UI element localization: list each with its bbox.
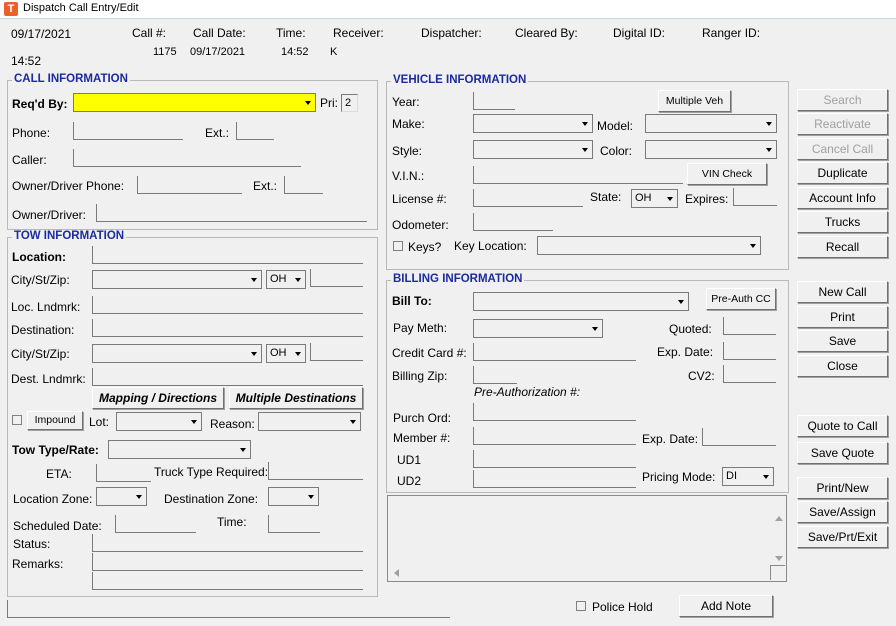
trucks-button[interactable]: Trucks xyxy=(797,211,888,233)
tow-type-label: Tow Type/Rate: xyxy=(12,443,99,457)
reason-label: Reason: xyxy=(210,417,255,431)
chevron-down-icon[interactable] xyxy=(763,115,776,132)
pri-label: Pri: xyxy=(320,96,338,110)
dest-state-value: OH xyxy=(270,347,287,359)
model-label: Model: xyxy=(597,119,634,133)
owner-phone-label: Owner/Driver Phone: xyxy=(12,179,125,193)
ranger-id-label: Ranger ID: xyxy=(702,26,761,40)
dest-state-select[interactable] xyxy=(266,344,306,363)
chevron-down-icon[interactable] xyxy=(579,141,592,158)
call-date-label: Call Date: xyxy=(193,26,246,40)
expires-label: Expires: xyxy=(685,192,729,206)
chevron-down-icon[interactable] xyxy=(305,488,318,505)
chevron-down-icon[interactable] xyxy=(188,413,201,430)
remarks-field-2[interactable] xyxy=(92,572,363,590)
chevron-down-icon[interactable] xyxy=(675,293,688,310)
destination-label: Destination: xyxy=(11,323,75,337)
truck-type-field[interactable] xyxy=(268,462,363,480)
bill-to-select[interactable] xyxy=(473,292,689,311)
digital-id-label: Digital ID: xyxy=(613,26,666,40)
destination-zone-label: Destination Zone: xyxy=(164,492,259,506)
duplicate-button[interactable]: Duplicate xyxy=(797,162,888,184)
owner-driver-label: Owner/Driver: xyxy=(12,208,87,222)
style-select[interactable] xyxy=(473,140,593,159)
make-label: Make: xyxy=(392,117,425,131)
ud1-field[interactable] xyxy=(473,450,636,468)
reqd-by-label: Req'd By: xyxy=(12,97,68,111)
year-label: Year: xyxy=(392,95,420,109)
tow-info-title: TOW INFORMATION xyxy=(14,230,125,242)
ext-label: Ext.: xyxy=(205,126,230,140)
footer-status-field[interactable] xyxy=(7,600,450,618)
call-no-label: Call #: xyxy=(132,26,167,40)
lot-select[interactable] xyxy=(116,412,202,431)
police-hold-checkbox[interactable] xyxy=(576,601,586,611)
pay-meth-label: Pay Meth: xyxy=(393,321,448,335)
dispatcher-label: Dispatcher: xyxy=(421,26,482,40)
credit-card-field[interactable] xyxy=(473,343,636,361)
member-label: Member #: xyxy=(393,431,451,445)
quoted-label: Quoted: xyxy=(669,322,712,336)
ud1-label: UD1 xyxy=(397,453,422,467)
receiver-label: Receiver: xyxy=(333,26,384,40)
notes-textarea[interactable] xyxy=(387,495,787,582)
state-value: OH xyxy=(270,273,287,285)
exp-date-field[interactable] xyxy=(723,342,776,360)
exp-date2-label: Exp. Date: xyxy=(642,432,699,446)
time-value: 14:52 xyxy=(281,46,309,58)
lot-label: Lot: xyxy=(89,415,110,429)
chevron-down-icon[interactable] xyxy=(302,94,315,111)
vin-field[interactable] xyxy=(473,166,683,184)
ud2-field[interactable] xyxy=(473,470,636,488)
quoted-field[interactable] xyxy=(723,317,776,335)
purch-ord-label: Purch Ord: xyxy=(393,411,452,425)
chevron-down-icon[interactable] xyxy=(760,468,773,485)
scroll-left-icon[interactable] xyxy=(394,569,399,577)
ud2-label: UD2 xyxy=(397,474,422,488)
save-button[interactable]: Save xyxy=(797,330,888,352)
tow-type-select[interactable] xyxy=(108,440,251,459)
chevron-down-icon[interactable] xyxy=(664,190,677,207)
dest-landmark-label: Dest. Lndmrk: xyxy=(11,372,86,386)
pre-authorization-label: Pre-Authorization #: xyxy=(474,385,581,399)
license-field[interactable] xyxy=(473,189,583,207)
chevron-down-icon[interactable] xyxy=(747,237,760,254)
call-date-value: 09/17/2021 xyxy=(190,46,246,58)
title-bar xyxy=(0,0,896,19)
quote-to-call-button[interactable]: Quote to Call xyxy=(797,415,888,437)
scheduled-time-field[interactable] xyxy=(268,515,320,533)
zip-field[interactable] xyxy=(310,269,363,287)
caller-field[interactable] xyxy=(73,149,301,167)
destination-zone-select[interactable] xyxy=(268,487,319,506)
city-label: City/St/Zip: xyxy=(11,273,70,287)
police-hold-label: Police Hold xyxy=(592,600,653,614)
loc-landmark-label: Loc. Lndmrk: xyxy=(11,300,81,314)
print-button[interactable]: Print xyxy=(797,306,888,328)
chevron-down-icon[interactable] xyxy=(248,271,261,288)
city-select[interactable] xyxy=(92,270,262,289)
credit-card-label: Credit Card #: xyxy=(392,346,467,360)
expires-field[interactable] xyxy=(733,188,777,206)
vehicle-state-select[interactable] xyxy=(631,189,678,208)
new-call-button[interactable]: New Call xyxy=(797,281,888,303)
pre-auth-cc-button[interactable]: Pre-Auth CC xyxy=(706,288,776,310)
status-label: Status: xyxy=(13,537,51,551)
model-select[interactable] xyxy=(645,114,777,133)
billing-info-title: BILLING INFORMATION xyxy=(393,273,523,285)
pri-field[interactable]: 2 xyxy=(341,94,358,112)
location-field[interactable] xyxy=(92,246,363,264)
state-select[interactable] xyxy=(266,270,306,289)
eta-field[interactable] xyxy=(96,464,151,482)
dest-landmark-field[interactable] xyxy=(92,368,363,386)
window-title: Dispatch Call Entry/Edit xyxy=(23,2,139,14)
remarks-label: Remarks: xyxy=(12,557,64,571)
owner-ext-field[interactable] xyxy=(284,176,323,194)
location-zone-label: Location Zone: xyxy=(13,492,93,506)
key-location-select[interactable] xyxy=(537,236,761,255)
ext-field[interactable] xyxy=(236,122,274,140)
key-location-label: Key Location: xyxy=(454,239,527,253)
add-note-button[interactable]: Add Note xyxy=(679,595,773,617)
remarks-field-1[interactable] xyxy=(92,553,363,571)
pre-authorization-field[interactable] xyxy=(473,403,636,421)
vehicle-state-value: OH xyxy=(635,192,652,204)
close-button[interactable]: Close xyxy=(797,355,888,377)
account-info-button[interactable]: Account Info xyxy=(797,187,888,209)
cleared-by-label: Cleared By: xyxy=(515,26,578,40)
multiple-veh-button[interactable]: Multiple Veh xyxy=(658,90,731,112)
pricing-mode-select[interactable] xyxy=(722,467,774,486)
destination-field[interactable] xyxy=(92,319,363,337)
vehicle-info-title: VEHICLE INFORMATION xyxy=(393,74,527,86)
truck-type-label: Truck Type Required: xyxy=(154,465,269,479)
dest-city-select[interactable] xyxy=(92,344,262,363)
vehicle-state-label: State: xyxy=(590,190,622,204)
odometer-field[interactable] xyxy=(473,213,553,231)
call-no-value: 1175 xyxy=(153,46,177,58)
member-field[interactable] xyxy=(473,427,636,445)
save-prt-exit-button[interactable]: Save/Prt/Exit xyxy=(797,526,888,548)
exp-date-label: Exp. Date: xyxy=(657,345,714,359)
location-label: Location: xyxy=(12,250,66,264)
save-quote-button[interactable]: Save Quote xyxy=(797,442,888,464)
reason-select[interactable] xyxy=(258,412,361,431)
billing-zip-label: Billing Zip: xyxy=(392,369,448,383)
reactivate-button[interactable]: Reactivate xyxy=(797,113,888,135)
ext2-label: Ext.: xyxy=(253,179,278,193)
chevron-down-icon[interactable] xyxy=(237,441,250,458)
scheduled-date-field[interactable] xyxy=(115,515,196,533)
keys-checkbox[interactable] xyxy=(393,241,403,251)
odometer-label: Odometer: xyxy=(392,218,449,232)
chevron-down-icon[interactable] xyxy=(292,345,305,362)
app-icon: T xyxy=(4,2,18,16)
chevron-down-icon[interactable] xyxy=(248,345,261,362)
scroll-down-icon[interactable] xyxy=(775,556,783,561)
multiple-destinations-button[interactable]: Multiple Destinations xyxy=(229,387,363,409)
eta-label: ETA: xyxy=(46,467,72,481)
owner-driver-field[interactable] xyxy=(96,204,367,222)
receiver-value: K xyxy=(330,46,338,58)
save-assign-button[interactable]: Save/Assign xyxy=(797,501,888,523)
pay-meth-select[interactable] xyxy=(473,319,603,338)
cancel-call-button[interactable]: Cancel Call xyxy=(797,138,888,160)
chevron-down-icon[interactable] xyxy=(579,115,592,132)
member-exp-date-field[interactable] xyxy=(702,428,776,446)
owner-phone-field[interactable] xyxy=(137,176,242,194)
pricing-mode-label: Pricing Mode: xyxy=(642,470,716,484)
license-label: License #: xyxy=(392,192,447,206)
chevron-down-icon[interactable] xyxy=(292,271,305,288)
scheduled-time-label: Time: xyxy=(217,515,247,529)
scroll-up-icon[interactable] xyxy=(775,516,783,521)
call-info-title: CALL INFORMATION xyxy=(14,73,128,85)
caller-label: Caller: xyxy=(12,153,47,167)
city2-label: City/St/Zip: xyxy=(11,347,70,361)
print-new-button[interactable]: Print/New xyxy=(797,477,888,499)
chevron-down-icon[interactable] xyxy=(133,488,146,505)
header-date: 09/17/2021 xyxy=(11,27,72,41)
keys-label: Keys? xyxy=(408,240,442,254)
mapping-directions-button[interactable]: Mapping / Directions xyxy=(92,387,224,409)
cv2-label: CV2: xyxy=(688,369,715,383)
status-field[interactable] xyxy=(92,534,363,552)
vin-label: V.I.N.: xyxy=(392,169,425,183)
chevron-down-icon[interactable] xyxy=(589,320,602,337)
reqd-by-select[interactable] xyxy=(73,93,316,112)
pricing-mode-value: DI xyxy=(726,470,737,482)
vin-check-button[interactable]: VIN Check xyxy=(687,163,767,185)
color-select[interactable] xyxy=(645,140,777,159)
chevron-down-icon[interactable] xyxy=(347,413,360,430)
phone-field[interactable] xyxy=(73,122,183,140)
recall-button[interactable]: Recall xyxy=(797,236,888,258)
location-zone-select[interactable] xyxy=(96,487,147,506)
impound-checkbox[interactable] xyxy=(12,415,22,425)
style-label: Style: xyxy=(392,144,423,158)
year-field[interactable] xyxy=(473,92,515,110)
header-time: 14:52 xyxy=(11,54,42,68)
time-label: Time: xyxy=(276,26,306,40)
resize-corner xyxy=(770,565,785,580)
color-label: Color: xyxy=(600,144,633,158)
chevron-down-icon[interactable] xyxy=(763,141,776,158)
make-select[interactable] xyxy=(473,114,593,133)
dest-zip-field[interactable] xyxy=(310,343,363,361)
loc-landmark-field[interactable] xyxy=(92,296,363,314)
cv2-field[interactable] xyxy=(723,365,776,383)
search-button[interactable]: Search xyxy=(797,89,888,111)
billing-zip-field[interactable] xyxy=(473,366,517,384)
impound-button[interactable]: Impound xyxy=(27,411,83,430)
bill-to-label: Bill To: xyxy=(392,294,432,308)
scheduled-date-label: Scheduled Date: xyxy=(13,519,102,533)
phone-label: Phone: xyxy=(12,126,51,140)
